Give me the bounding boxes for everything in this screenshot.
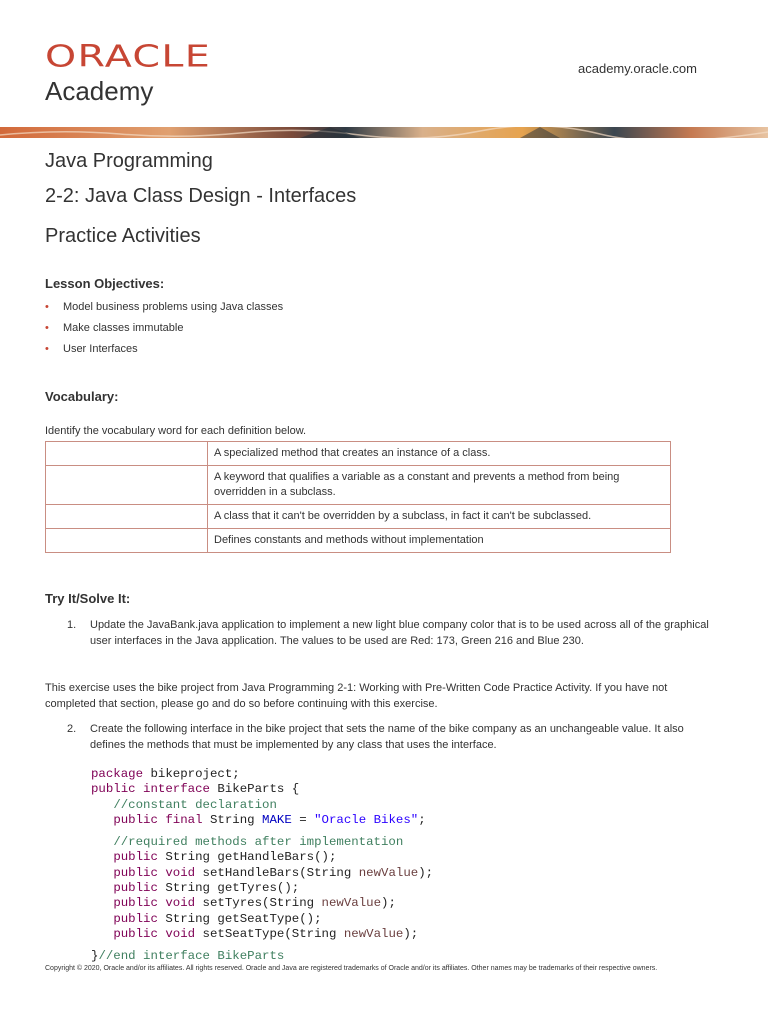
- lesson-title: 2-2: Java Class Design - Interfaces: [45, 185, 357, 207]
- code-line: public final String MAKE = "Oracle Bikes";: [113, 812, 426, 827]
- oracle-academy-logo: [45, 38, 212, 106]
- code-line: package bikeproject;: [91, 767, 240, 781]
- code-line: public String getHandleBars();: [113, 850, 337, 865]
- exercise-intro-paragraph: This exercise uses the bike project from Java Programming 2-1: Working with Pre-Written Code Practice Activity. If you have not completed that section, please go and do so before continuing with this exercise.: [45, 682, 668, 710]
- exercise-number: 1.: [67, 619, 77, 631]
- code-line: public String getTyres();: [113, 881, 300, 896]
- bullet-icon: •: [45, 301, 49, 313]
- bullet-icon: •: [45, 322, 49, 334]
- vocabulary-definition: A keyword that qualifies a variable as a constant and prevents a method from being overridden in a subclass.: [208, 466, 671, 505]
- bullet-icon: •: [45, 343, 49, 355]
- exercise-text: Update the JavaBank.java application to implement a new light blue company color that is to be used across all of the graphical user interfaces in the Java application. The values to be used are Red: 173, Green 216 and Blue 230.: [90, 619, 709, 647]
- vocabulary-answer-cell[interactable]: [46, 442, 208, 466]
- try-it-heading: Try It/Solve It:: [45, 591, 131, 606]
- vocabulary-answer-cell[interactable]: [46, 505, 208, 529]
- code-line: }//end interface BikeParts: [91, 949, 285, 964]
- code-line: //required methods after implementation: [113, 835, 404, 850]
- decorative-banner: [0, 127, 768, 138]
- vocabulary-heading: Vocabulary:: [45, 389, 119, 404]
- table-row: [46, 529, 671, 553]
- vocabulary-definition: A class that it can't be overridden by a subclass, in fact it can't be subclassed.: [208, 505, 671, 529]
- list-item: • Model business problems using Java classes: [45, 301, 284, 313]
- objectives-heading: Lesson Objectives:: [45, 276, 165, 291]
- code-listing: [91, 767, 433, 965]
- vocabulary-table: [45, 441, 671, 553]
- code-line: public interface BikeParts {: [91, 782, 300, 797]
- table-row: [46, 505, 671, 529]
- code-line: public String getSeatType();: [113, 911, 322, 926]
- vocabulary-answer-cell[interactable]: [46, 466, 208, 505]
- table-row: [46, 442, 671, 466]
- exercise-item-2: [45, 721, 705, 755]
- academy-logo-word: Academy: [45, 76, 154, 106]
- code-line: public void setSeatType(String newValue);: [113, 926, 419, 941]
- code-line: public void setHandleBars(String newValue);: [113, 865, 434, 880]
- site-url: academy.oracle.com: [578, 61, 697, 76]
- vocabulary-definition: A specialized method that creates an instance of a class.: [208, 442, 671, 466]
- vocabulary-answer-cell[interactable]: [46, 529, 208, 553]
- vocabulary-instruction: Identify the vocabulary word for each definition below.: [45, 425, 307, 437]
- exercise-text: Create the following interface in the bike project that sets the name of the bike company as an unchangeable value. It also defines the methods that must be implemented by any class that uses the interface.: [90, 723, 684, 751]
- objectives-list: [45, 299, 283, 362]
- code-line: public void setTyres(String newValue);: [113, 896, 396, 911]
- exercise-number: 2.: [67, 723, 77, 735]
- vocabulary-definition: Defines constants and methods without implementation: [208, 529, 671, 553]
- list-item: • Make classes immutable: [45, 322, 184, 334]
- table-row: [46, 466, 671, 505]
- activity-subtitle: Practice Activities: [45, 225, 201, 247]
- course-title: Java Programming: [45, 150, 213, 172]
- copyright-notice: Copyright © 2020, Oracle and/or its affiliates. All rights reserved. Oracle and Java are registered trademarks of Oracle and/or its affiliates. Other names may be trademarks of their respective owners.: [45, 965, 658, 972]
- list-item: • User Interfaces: [45, 343, 138, 355]
- exercise-item-1: [45, 617, 709, 651]
- oracle-logo-word: ORACLE: [45, 38, 212, 75]
- code-line: //constant declaration: [113, 797, 277, 812]
